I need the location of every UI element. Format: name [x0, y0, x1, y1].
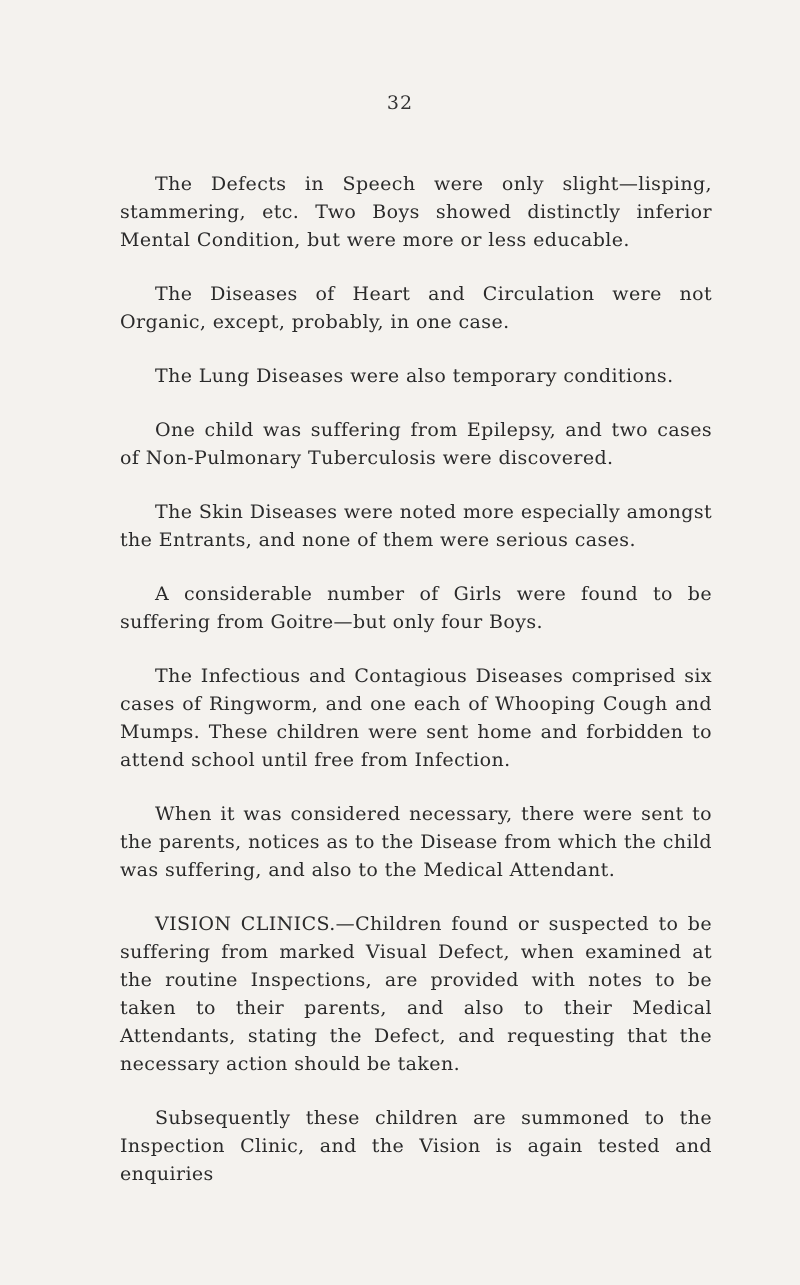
- paragraph-notices: When it was considered necessary, there were sent to the parents, notices as to the Disease from which the child was suffering, and also to the Medical Attendant.: [120, 803, 712, 881]
- paragraph-goitre: A considerable number of Girls were found to be suffering from Goitre—but only four Boys.: [120, 583, 712, 633]
- paragraph-lung-diseases: The Lung Diseases were also temporary conditions.: [155, 365, 674, 387]
- paragraph-infectious-diseases: The Infectious and Contagious Diseases comprised six cases of Ringworm, and one each of Whooping Cough and Mumps. These children were sent home and forbidden to attend school until free from Infection.: [120, 665, 712, 771]
- paragraph-inspection-clinic: Subsequently these children are summoned to the Inspection Clinic, and the Vision is again tested and enquiries: [120, 1107, 712, 1185]
- page-number: 32: [386, 92, 414, 114]
- body-text: [120, 170, 712, 1214]
- paragraph-skin-diseases: The Skin Diseases were noted more especially amongst the Entrants, and none of them were serious cases.: [120, 501, 712, 551]
- paragraph-heart-diseases: The Diseases of Heart and Circulation were not Organic, except, probably, in one case.: [120, 283, 712, 333]
- paragraph-vision-clinics: VISION CLINICS.—Children found or suspected to be suffering from marked Visual Defect, when examined at the routine Inspections, are provided with notes to be taken to their parents, and also to their Medical Attendants, stating the Defect, and requesting that the necessary action should be taken.: [120, 913, 712, 1075]
- paragraph-epilepsy-tuberculosis: One child was suffering from Epilepsy, and two cases of Non-Pulmonary Tuberculosis were discovered.: [120, 419, 712, 469]
- paragraph-speech-defects: The Defects in Speech were only slight—lisping, stammering, etc. Two Boys showed distinctly inferior Mental Condition, but were more or less educable.: [120, 173, 712, 251]
